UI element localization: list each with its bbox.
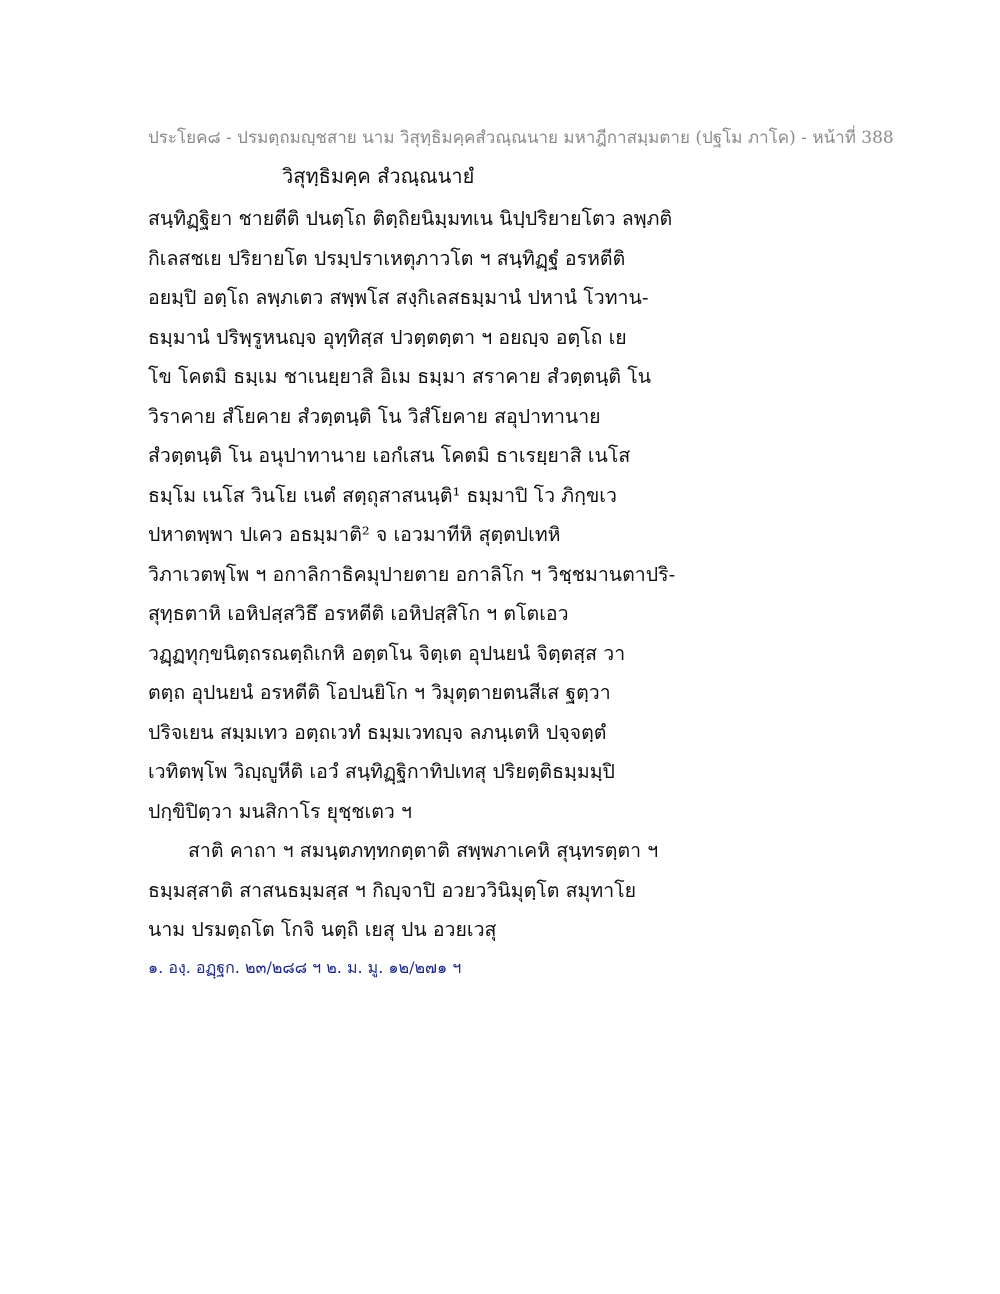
text-line: ปหาตพฺพา ปเคว อธมฺมาติ² จ เอวมาทีหิ สุตฺตปเทหิ <box>148 523 561 546</box>
text-line: ธมฺมานํ ปริพฺรูหนญฺจ อุทฺทิสฺส ปวตฺตตฺตา ฯ อยญฺจ อตฺโถ เย <box>148 325 627 349</box>
text-line: สาติ คาถา ฯ สมนฺตภทฺทกตฺตาติ สพฺพภาเคหิ สุนฺทรตฺตา ฯ <box>188 839 659 862</box>
body-text <box>148 199 708 950</box>
text-line: ธมฺมสฺสาติ สาสนธมฺมสฺส ฯ กิญฺจาปิ อวยววินิมุตฺโต สมุทาโย <box>148 878 637 902</box>
text-line: สุทฺธตาหิ เอหิปสฺสวิธึ อรหตีติ เอหิปสฺสิโก ฯ ตโตเอว <box>148 602 569 625</box>
text-line: วิภาเวตพฺโพ ฯ อกาลิกาธิคมุปายตาย อกาลิโก ฯ วิชฺชมานตาปริ- <box>148 562 676 586</box>
text-line: ปริจเยน สมฺมเทว อตฺถเวทํ ธมฺมเวทญฺจ ลภนฺเตหิ ปจฺจตฺตํ <box>148 720 607 744</box>
text-line: ปกฺขิปิตฺวา มนสิกาโร ยุชฺชเตว ฯ <box>148 799 412 823</box>
text-line: สนฺทิฏฺฐิยา ชายตีติ ปนตฺโถ ติตฺถิยนิมฺมทเน นิปฺปริยายโตว ลพฺภติ <box>148 207 673 230</box>
text-line: ธมฺโม เนโส วินโย เนตํ สตฺถุสาสนนฺติ¹ ธมฺมาปิ โว ภิกฺขเว <box>148 483 617 507</box>
running-header: ประโยค๘ - ปรมตฺถมญฺชสาย นาม วิสุทฺธิมคฺคสํวณฺณนาย มหาฎีกาสมฺมตาย (ปฐโม ภาโค) - หน้าที่ 388 <box>148 128 894 148</box>
text-line: เวทิตพฺโพ วิญฺญูหีติ เอวํ สนฺทิฏฺฐิกาทิปเทสุ ปริยตฺติธมฺมมฺปิ <box>148 760 615 783</box>
footnote: ๑. องฺ. อฏฺฐก. ๒๓/๒๘๘ ฯ ๒. ม. มู. ๑๒/๒๗๑ ฯ <box>148 958 462 977</box>
text-line: อยมฺปิ อตฺโถ ลพฺภเตว สพฺพโส สงฺกิเลสธมฺมานํ ปหานํ โวทาน- <box>148 286 649 309</box>
text-line: กิเลสชเย ปริยายโต ปรมฺปราเหตุภาวโต ฯ สนฺทิฏฺฐํ อรหตีติ <box>148 246 626 270</box>
text-line: โข โคตมิ ธมฺเม ชาเนยฺยาสิ อิเม ธมฺมา สราคาย สํวตฺตนฺติ โน <box>148 365 652 388</box>
section-title: วิสุทฺธิมคฺค สํวณฺณนายํ <box>282 164 475 188</box>
text-line: วฏฺฏทุกฺขนิตฺถรณตฺถิเกหิ อตฺตโน จิตฺเต อุปนยนํ จิตฺตสฺส วา <box>148 641 626 665</box>
text-line: ตตฺถ อุปนยนํ อรหตีติ โอปนยิโก ฯ วิมุตฺตายตนสีเส ฐตฺวา <box>148 681 611 704</box>
text-line: วิราคาย สํโยคาย สํวตฺตนฺติ โน วิสํโยคาย สอุปาทานาย <box>148 404 601 428</box>
text-line: นาม ปรมตฺถโต โกจิ นตฺถิ เยสุ ปน อวยเวสุ <box>148 918 497 941</box>
text-line: สํวตฺตนฺติ โน อนุปาทานาย เอกํเสน โคตมิ ธาเรยฺยาสิ เนโส <box>148 444 631 467</box>
